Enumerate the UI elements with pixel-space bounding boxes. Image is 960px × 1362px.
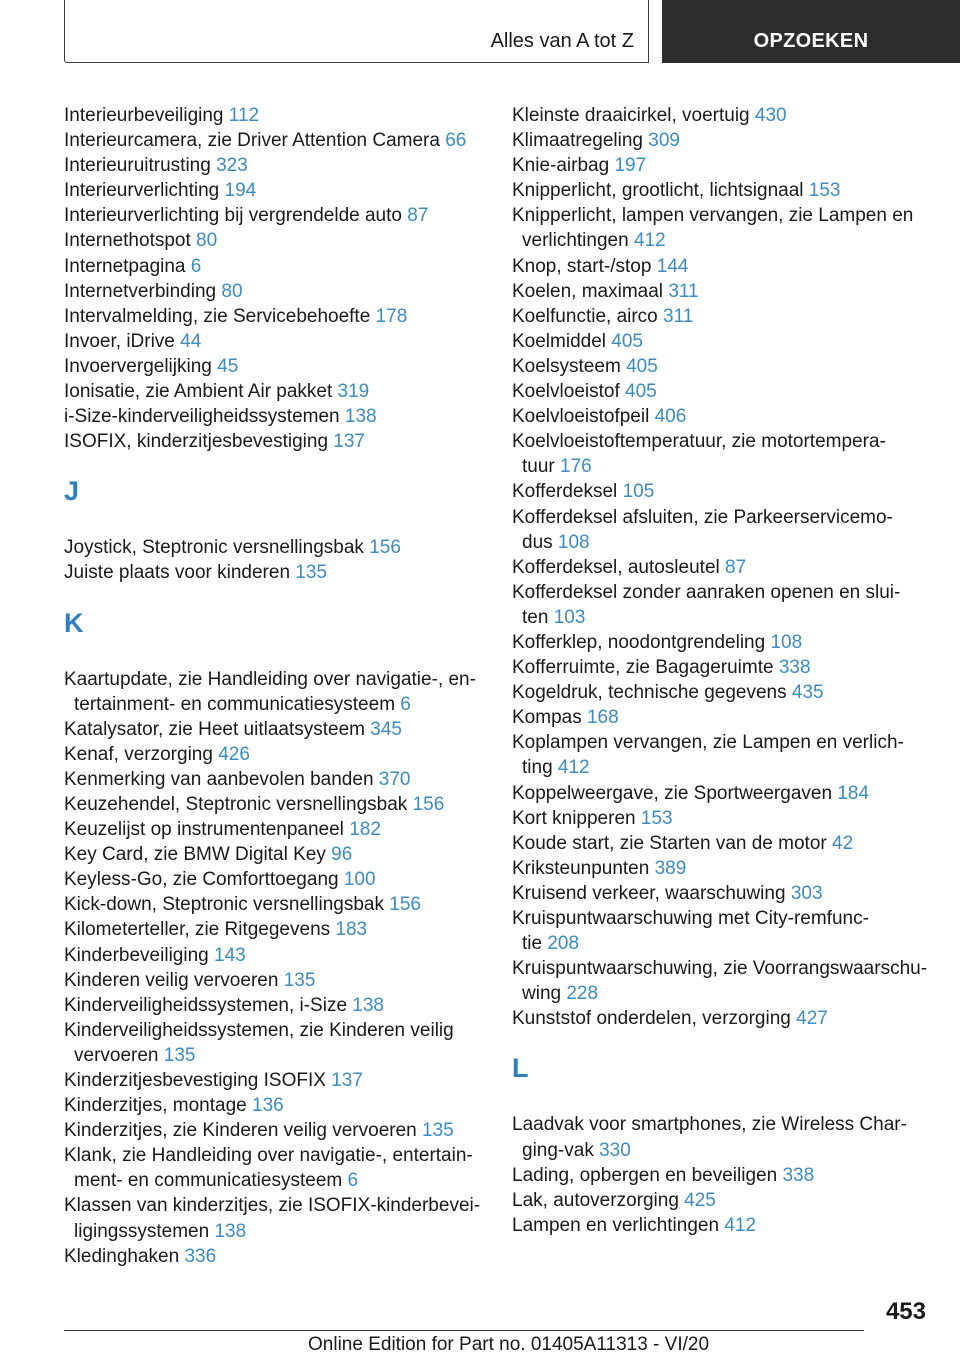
index-entry (64, 429, 484, 454)
page-link[interactable]: 87 (725, 556, 747, 578)
index-entry (512, 304, 932, 329)
index-entry-text: Kinderzitjes, montage (64, 1095, 247, 1117)
page-link[interactable]: 108 (770, 631, 803, 653)
index-entry-text: Kick-down, Steptronic versnellingsbak (64, 894, 384, 916)
page-link[interactable]: 87 (407, 205, 429, 227)
index-entry-text: Kruisend verkeer, waarschuwing (512, 882, 786, 904)
index-entry-text: Knop, start-/stop (512, 255, 652, 277)
page-link[interactable]: 80 (196, 230, 218, 252)
index-entry (512, 254, 932, 279)
page-link[interactable]: 430 (754, 105, 787, 126)
index-entry-text: Kriksteunpunten (512, 857, 650, 879)
index-entry-text: Klank, zie Handleiding over navigatie-, entertain- (64, 1145, 473, 1167)
index-entry (64, 203, 484, 228)
index-entry-text: Kinderveiligheidssystemen, zie Kinderen veilig (64, 1019, 454, 1041)
page-link[interactable]: 311 (668, 280, 699, 302)
page-link[interactable]: 6 (400, 693, 411, 715)
index-entry (64, 153, 484, 178)
index-entry-text: Internetpagina (64, 255, 186, 277)
page-link[interactable]: 345 (370, 718, 402, 740)
footer-divider (64, 1330, 864, 1331)
index-entry (64, 1093, 484, 1118)
index-entry (64, 842, 484, 867)
page-link[interactable]: 80 (221, 280, 243, 302)
index-entry-text: Invoervergelijking (64, 355, 212, 377)
index-entry-text: ging-vak (522, 1139, 594, 1161)
index-entry (512, 128, 932, 153)
index-letter-heading: L (512, 1053, 529, 1084)
section-title: Alles van A tot Z (490, 30, 634, 52)
page-link[interactable]: 405 (625, 381, 657, 403)
index-entry-text: Ionisatie, zie Ambient Air pakket (64, 381, 333, 403)
index-entry (64, 1193, 484, 1243)
page-link[interactable]: 156 (389, 894, 421, 916)
page-link[interactable]: 135 (163, 1044, 196, 1066)
index-entry (512, 1006, 932, 1031)
index-entry-text: tertainment- en communicatiesysteem (74, 693, 396, 715)
page-link[interactable]: 108 (557, 531, 590, 553)
index-entry-text: Internethotspot (64, 230, 191, 252)
index-entry-text: Invoer, iDrive (64, 330, 175, 352)
index-entry-text: Kofferdeksel afsluiten, zie Parkeerservicemo- (512, 506, 893, 528)
index-entry (64, 178, 484, 203)
page-link[interactable]: 44 (180, 330, 202, 352)
index-entry (64, 867, 484, 892)
index-entry-text: Joystick, Steptronic versnellingsbak (64, 537, 364, 559)
index-entry (64, 717, 484, 742)
index-entry (512, 404, 932, 429)
page-link[interactable]: 6 (347, 1170, 359, 1192)
page-link[interactable]: 66 (445, 130, 467, 152)
page-link[interactable]: 138 (214, 1220, 247, 1242)
index-entry-text: Klassen van kinderzitjes, zie ISOFIX-kinderbevei- (64, 1195, 481, 1217)
index-entry-text: Interieurverlichting (64, 180, 220, 202)
index-entry (64, 103, 484, 128)
index-entry-text: Keuzelijst op instrumentenpaneel (64, 819, 344, 841)
index-entry-text: Kinderveiligheidssystemen, i-Size (64, 994, 348, 1016)
page-link[interactable]: 100 (343, 869, 376, 891)
index-entry (64, 254, 484, 279)
index-entry (512, 178, 932, 203)
index-entry-text: Interieurbeveiliging (64, 105, 224, 126)
index-entry (512, 203, 932, 253)
page-link[interactable]: 137 (333, 431, 365, 453)
page-link[interactable]: 135 (295, 562, 327, 584)
index-letter-heading: J (64, 476, 80, 507)
index-entry-text: Koelen, maximaal (512, 280, 664, 302)
index-entry-text: Juiste plaats voor kinderen (64, 562, 291, 584)
index-entry-text: Keuzehendel, Steptronic versnellingsbak (64, 793, 408, 815)
page-link[interactable]: 103 (553, 606, 586, 628)
index-entry (512, 153, 932, 178)
index-entry-text: vervoeren (74, 1044, 159, 1066)
page-link[interactable]: 143 (214, 944, 246, 966)
page-link[interactable]: 138 (344, 406, 377, 428)
index-entry-text: Lading, opbergen en beveiligen (512, 1164, 778, 1186)
index-entry-text: Kruispuntwaarschuwing, zie Voorrangswaarschu- (512, 958, 928, 980)
tab-label: OPZOEKEN (753, 30, 869, 52)
index-entry-text: Kunststof onderdelen, verzorging (512, 1008, 791, 1030)
page-link[interactable]: 42 (832, 832, 854, 854)
index-entry-text: Lampen en verlichtingen (512, 1214, 720, 1236)
index-entry-text: Koelmiddel (512, 330, 606, 352)
index-entry (64, 354, 484, 379)
page-link[interactable]: 138 (352, 994, 384, 1016)
index-entry (512, 1163, 932, 1188)
index-entry-text: Kompas (512, 707, 582, 729)
page-link[interactable]: 183 (335, 919, 368, 941)
index-entry-text: Kinderen veilig vervoeren (64, 969, 279, 991)
index-entry-text: Knipperlicht, lampen vervangen, zie Lampen en (512, 205, 914, 227)
index-entry-text: Kort knipperen (512, 807, 636, 829)
page-link[interactable]: 136 (252, 1095, 284, 1117)
page-link[interactable]: 197 (614, 155, 647, 177)
index-entry (512, 1188, 932, 1213)
index-entry-text: Katalysator, zie Heet uitlaatsysteem (64, 718, 365, 740)
page-link[interactable]: 156 (369, 537, 401, 559)
index-entry-text: Internetverbinding (64, 280, 217, 302)
index-entry (64, 892, 484, 917)
index-entry (64, 1143, 484, 1193)
index-entry-text: Kinderbeveiliging (64, 944, 209, 966)
index-entry-text: tie (522, 933, 543, 955)
index-entry (512, 479, 932, 504)
index-entry-text: Kruispuntwaarschuwing met City-remfunc- (512, 908, 869, 929)
page-link[interactable]: 405 (611, 330, 643, 352)
index-entry (512, 103, 932, 128)
index-entry-text: Lak, autoverzorging (512, 1189, 679, 1211)
index-entry-text: Koelsysteem (512, 355, 621, 377)
index-entry (64, 535, 484, 560)
index-entry (512, 630, 932, 655)
index-entry (64, 128, 484, 153)
index-entry-text: ment- en communicatiesysteem (74, 1170, 343, 1192)
index-entry (512, 831, 932, 856)
index-entry (512, 730, 932, 780)
index-letter-heading: K (64, 607, 84, 638)
index-entry (64, 404, 484, 429)
index-entry (64, 742, 484, 767)
index-entry-text: Kaartupdate, zie Handleiding over navigatie-, en- (64, 668, 476, 690)
index-entry (64, 279, 484, 304)
page-link[interactable]: 105 (622, 481, 655, 503)
page-link[interactable]: 323 (216, 155, 248, 177)
index-entry (512, 429, 932, 479)
page-link[interactable]: 153 (640, 807, 673, 829)
index-entry-text: Interieurcamera, zie Driver Attention Camera (64, 130, 440, 152)
index-entry-text: Kofferklep, noodontgrendeling (512, 631, 766, 653)
index-entry-text: Kogeldruk, technische gegevens (512, 682, 787, 704)
index-entry-text: Knie-airbag (512, 155, 610, 177)
index-entry-text: Koelvloeistofpeil (512, 406, 650, 428)
index-entry-text: tuur (522, 456, 555, 478)
index-entry (512, 781, 932, 806)
index-entry (512, 1213, 932, 1238)
index-entry-text: dus (522, 531, 553, 553)
index-entry-text: Kinderzitjesbevestiging ISOFIX (64, 1070, 326, 1091)
page-link[interactable]: 311 (663, 305, 694, 327)
index-entry-text: Koelfunctie, airco (512, 305, 658, 327)
index-entry-text: Kenmerking van aanbevolen banden (64, 768, 374, 790)
page-link[interactable]: 303 (790, 882, 823, 904)
header-tab-opzoeken[interactable] (662, 0, 960, 63)
page-link[interactable]: 330 (599, 1139, 631, 1161)
index-entry (64, 1244, 484, 1269)
index-entry-text: Kofferdeksel (512, 481, 618, 503)
page-link[interactable]: 406 (654, 406, 687, 428)
index-entry-text: Interieuruitrusting (64, 155, 211, 177)
page-link[interactable]: 412 (557, 757, 590, 779)
index-entry-text: ligingssystemen (74, 1220, 210, 1242)
page-link[interactable]: 412 (724, 1214, 757, 1236)
page-link[interactable]: 228 (566, 983, 599, 1005)
page-link[interactable]: 426 (218, 743, 250, 765)
footer-edition-text: Online Edition for Part no. 01405A11313 - VI/20 (308, 1334, 710, 1355)
page-link[interactable]: 370 (378, 768, 411, 790)
page-link[interactable]: 405 (626, 355, 658, 377)
index-entry-text: Koppelweergave, zie Sportweergaven (512, 782, 833, 804)
index-entry (64, 792, 484, 817)
index-entry (512, 1112, 932, 1162)
index-entry (512, 906, 932, 956)
index-entry-text: Interieurverlichting bij vergrendelde auto (64, 205, 402, 227)
index-entry-text: Koelvloeistoftemperatuur, zie motortempera- (512, 431, 886, 453)
index-entry-text: Laadvak voor smartphones, zie Wireless Char- (512, 1114, 907, 1136)
index-entry-text: Kinderzitjes, zie Kinderen veilig vervoeren (64, 1120, 417, 1142)
page-link[interactable]: 319 (337, 381, 370, 403)
page-link[interactable]: 6 (190, 255, 202, 277)
page-link[interactable]: 427 (796, 1008, 828, 1030)
index-entry (64, 917, 484, 942)
index-entry (512, 505, 932, 555)
index-entry (64, 379, 484, 404)
page-link[interactable]: 309 (648, 130, 680, 152)
page-link[interactable]: 178 (375, 305, 408, 327)
index-entry-text: Keyless-Go, zie Comforttoegang (64, 869, 339, 891)
index-entry (512, 580, 932, 630)
page-link[interactable]: 425 (684, 1189, 716, 1211)
index-entry-text: Koplampen vervangen, zie Lampen en verlich- (512, 732, 904, 754)
index-entry-text: ting (522, 757, 553, 779)
index-entry (64, 329, 484, 354)
page-link[interactable]: 153 (808, 180, 841, 202)
index-entry-text: verlichtingen (522, 230, 629, 252)
index-entry-text: Klimaatregeling (512, 130, 643, 152)
index-entry-text: Koude start, zie Starten van de motor (512, 832, 827, 854)
page-link[interactable]: 135 (422, 1120, 454, 1142)
index-entry (64, 304, 484, 329)
page-link[interactable]: 389 (654, 857, 687, 879)
index-entry (512, 856, 932, 881)
index-entry-text: Kofferruimte, zie Bagageruimte (512, 657, 774, 679)
index-entry-text: Koelvloeistof (512, 381, 620, 403)
page-link[interactable]: 144 (656, 255, 689, 277)
index-entry (64, 968, 484, 993)
index-entry (64, 1018, 484, 1068)
index-entry-text: ten (522, 606, 549, 628)
index-entry (64, 228, 484, 253)
index-entry (512, 680, 932, 705)
index-column-left (64, 103, 484, 1269)
index-entry (512, 705, 932, 730)
index-entry (512, 354, 932, 379)
header-section-tab (64, 0, 649, 63)
index-entry-text: ISOFIX, kinderzitjesbevestiging (64, 431, 329, 453)
index-entry (64, 1118, 484, 1143)
index-entry (512, 379, 932, 404)
index-entry (64, 767, 484, 792)
page-link[interactable]: 137 (331, 1070, 363, 1091)
page-link[interactable]: 168 (586, 707, 619, 729)
page-link[interactable]: 336 (184, 1245, 217, 1267)
index-entry-text: i-Size-kinderveiligheidssystemen (64, 406, 340, 428)
page-link[interactable]: 194 (224, 180, 257, 202)
index-entry-text: Kofferdeksel, autosleutel (512, 556, 720, 578)
index-entry-text: Kilometerteller, zie Ritgegevens (64, 919, 331, 941)
index-entry (512, 806, 932, 831)
page-link[interactable]: 338 (782, 1164, 815, 1186)
index-entry (512, 555, 932, 580)
page-link[interactable]: 184 (837, 782, 870, 804)
index-entry (512, 655, 932, 680)
index-entry-text: Knipperlicht, grootlicht, lichtsignaal (512, 180, 804, 202)
index-entry (64, 1068, 484, 1093)
index-entry (512, 279, 932, 304)
index-entry (64, 943, 484, 968)
index-entry-text: Key Card, zie BMW Digital Key (64, 844, 326, 866)
page-link[interactable]: 435 (791, 682, 824, 704)
index-entry-text: Kofferdeksel zonder aanraken openen en slui- (512, 581, 901, 603)
index-entry-text: wing (522, 983, 562, 1005)
page-link[interactable]: 156 (412, 793, 445, 815)
page-link[interactable]: 208 (547, 933, 580, 955)
page-link[interactable]: 45 (217, 355, 239, 377)
index-entry-text: Kleinste draaicirkel, voertuig (512, 105, 750, 126)
index-entry (512, 329, 932, 354)
index-entry (512, 881, 932, 906)
index-entry (512, 956, 932, 1006)
page-link[interactable]: 412 (633, 230, 666, 252)
index-entry-text: Kenaf, verzorging (64, 743, 213, 765)
page-link[interactable]: 338 (778, 657, 811, 679)
page-link[interactable]: 112 (228, 105, 260, 126)
index-entry (64, 993, 484, 1018)
index-entry (64, 817, 484, 842)
index-entry-text: Kledinghaken (64, 1245, 180, 1267)
index-entry-text: Intervalmelding, zie Servicebehoefte (64, 305, 371, 327)
page-link[interactable]: 176 (560, 456, 592, 478)
page-number: 453 (885, 1298, 926, 1325)
page-link[interactable]: 96 (331, 844, 353, 866)
index-column-right (512, 103, 932, 1238)
index-entry (64, 560, 484, 585)
index-entry (64, 667, 484, 717)
page-link[interactable]: 182 (349, 819, 381, 841)
page-link[interactable]: 135 (283, 969, 316, 991)
